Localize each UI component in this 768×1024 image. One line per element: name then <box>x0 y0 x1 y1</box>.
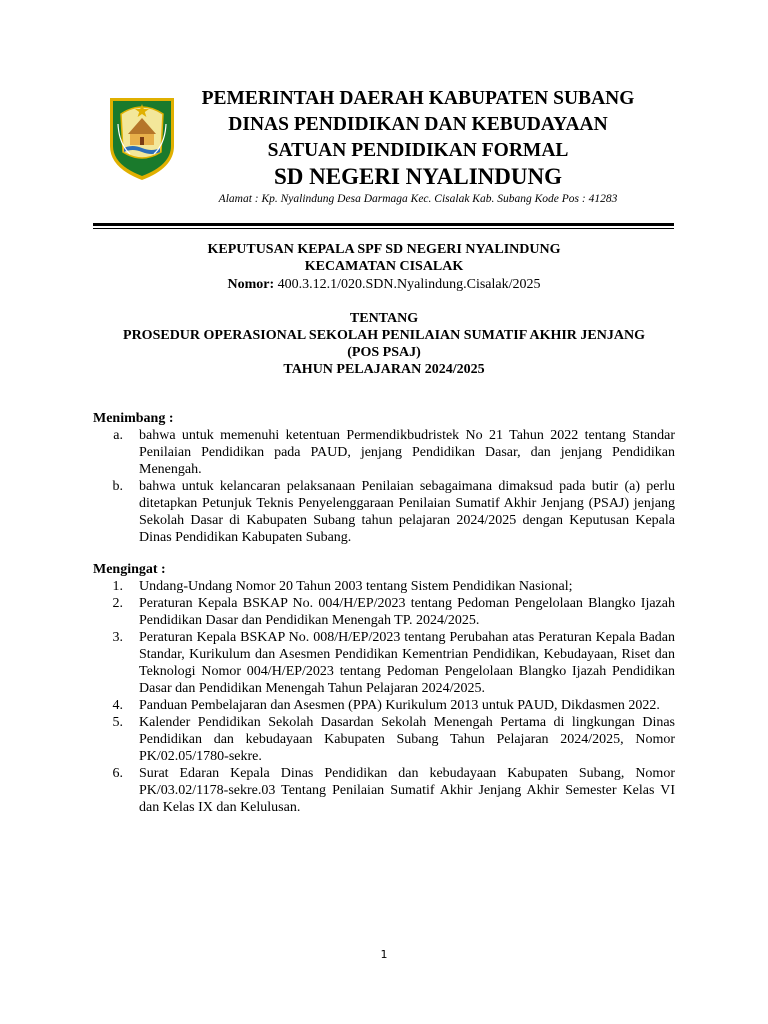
list-item <box>93 595 675 629</box>
list-item-text: Peraturan Kepala BSKAP No. 008/H/EP/2023 tentang Perubahan atas Peraturan Kepala Badan Standar, Kurikulum dan Asesmen Pendidikan Kementrian Pendidikan, Kebudayaan, Riset dan Teknologi Nomor 004/H/EP/2023 tentang Pedoman Pengelolaan Blangko Ijazah Pendidikan Dasar dan Pendidikan Menengah Tahun Pelajaran 2024/2025. <box>139 630 675 696</box>
menimbang-heading: Menimbang : <box>93 411 174 426</box>
decree-number <box>80 276 688 293</box>
mengingat-heading: Mengingat : <box>93 562 166 577</box>
menimbang-section <box>93 410 675 546</box>
list-item <box>93 629 675 697</box>
list-item-text: Undang-Undang Nomor 20 Tahun 2003 tentang Sistem Pendidikan Nasional; <box>139 579 573 594</box>
list-item-text: Panduan Pembelajaran dan Asesmen (PPA) Kurikulum 2013 untuk PAUD, Dikdasmen 2022. <box>139 698 660 713</box>
list-marker: 3. <box>112 630 123 645</box>
letterhead-school-name: SD NEGERI NYALINDUNG <box>274 164 562 189</box>
list-item-text: bahwa untuk memenuhi ketentuan Permendikbudristek No 21 Tahun 2022 tentang Standar Penilaian Pendidikan pada PAUD, jenjang Pendidikan Dasar, dan jenjang Pendidikan Menengah. <box>139 428 675 477</box>
list-item <box>93 578 675 595</box>
decree-subject: PROSEDUR OPERASIONAL SEKOLAH PENILAIAN SUMATIF AKHIR JENJANG <box>123 328 645 343</box>
list-marker: 1. <box>112 579 123 594</box>
decree-title: KEPUTUSAN KEPALA SPF SD NEGERI NYALINDUNG <box>207 242 561 257</box>
decree-district: KECAMATAN CISALAK <box>304 259 464 274</box>
letterhead-divider-thin <box>93 228 674 229</box>
list-marker: a. <box>113 428 123 443</box>
list-item-text: Surat Edaran Kepala Dinas Pendidikan dan kebudayaan Kabupaten Subang, Nomor PK/03.02/1178-sekre.03 Tentang Penilaian Sumatif Akhir Jenjang Akhir Semester Kelas VI dan Kelas IX dan Kelulusan. <box>139 766 675 815</box>
decree-number-value: 400.3.12.1/020.SDN.Nyalindung.Cisalak/2025 <box>277 277 541 292</box>
list-marker: 5. <box>112 715 123 730</box>
list-item <box>93 427 675 478</box>
list-item <box>93 478 675 546</box>
list-item-text: Kalender Pendidikan Sekolah Dasardan Sekolah Menengah Pertama di lingkungan Dinas Pendidikan dan kebudayaan Kabupaten Subang Tahun Pelajaran 2024/2025, Nomor PK/02.05/1780-sekre. <box>139 715 675 764</box>
page-number: 1 <box>380 948 388 961</box>
list-item-text: bahwa untuk kelancaran pelaksanaan Penilaian sebagaimana dimaksud pada butir (a) perlu ditetapkan Petunjuk Teknis Penyelenggaraan Penilaian Sumatif Akhir Jenjang (PSAJ) jenjang Sekolah Dasar di Kabupaten Subang tahun pelajaran 2024/2025 dengan Keputusan Kepala Dinas Pendidikan Kabupaten Subang. <box>139 479 675 545</box>
list-item-text: Peraturan Kepala BSKAP No. 004/H/EP/2023 tentang Pedoman Pengelolaan Blangko Ijazah Pendidikan Dasar dan Pendidikan Menengah TP. 2024/2025. <box>139 596 675 628</box>
letterhead-address: Alamat : Kp. Nyalindung Desa Darmaga Kec. Cisalak Kab. Subang Kode Pos : 41283 <box>218 193 618 205</box>
list-marker: 6. <box>112 766 123 781</box>
regency-emblem-logo <box>104 94 180 182</box>
letterhead-government-line: PEMERINTAH DAERAH KABUPATEN SUBANG <box>201 88 635 109</box>
mengingat-section <box>93 561 675 816</box>
decree-academic-year: TAHUN PELAJARAN 2024/2025 <box>283 362 485 377</box>
list-item <box>93 765 675 816</box>
decree-subject-abbrev: (POS PSAJ) <box>347 345 421 360</box>
letterhead-divider-thick <box>93 223 674 226</box>
decree-number-label: Nomor: <box>227 277 275 292</box>
list-marker: 2. <box>112 596 123 611</box>
list-marker: b. <box>112 479 123 494</box>
list-marker: 4. <box>112 698 123 713</box>
letterhead-unit-line: SATUAN PENDIDIKAN FORMAL <box>267 140 569 161</box>
list-item <box>93 714 675 765</box>
decree-about: TENTANG <box>349 311 419 326</box>
letterhead-department-line: DINAS PENDIDIKAN DAN KEBUDAYAAN <box>228 114 608 135</box>
list-item <box>93 697 675 714</box>
